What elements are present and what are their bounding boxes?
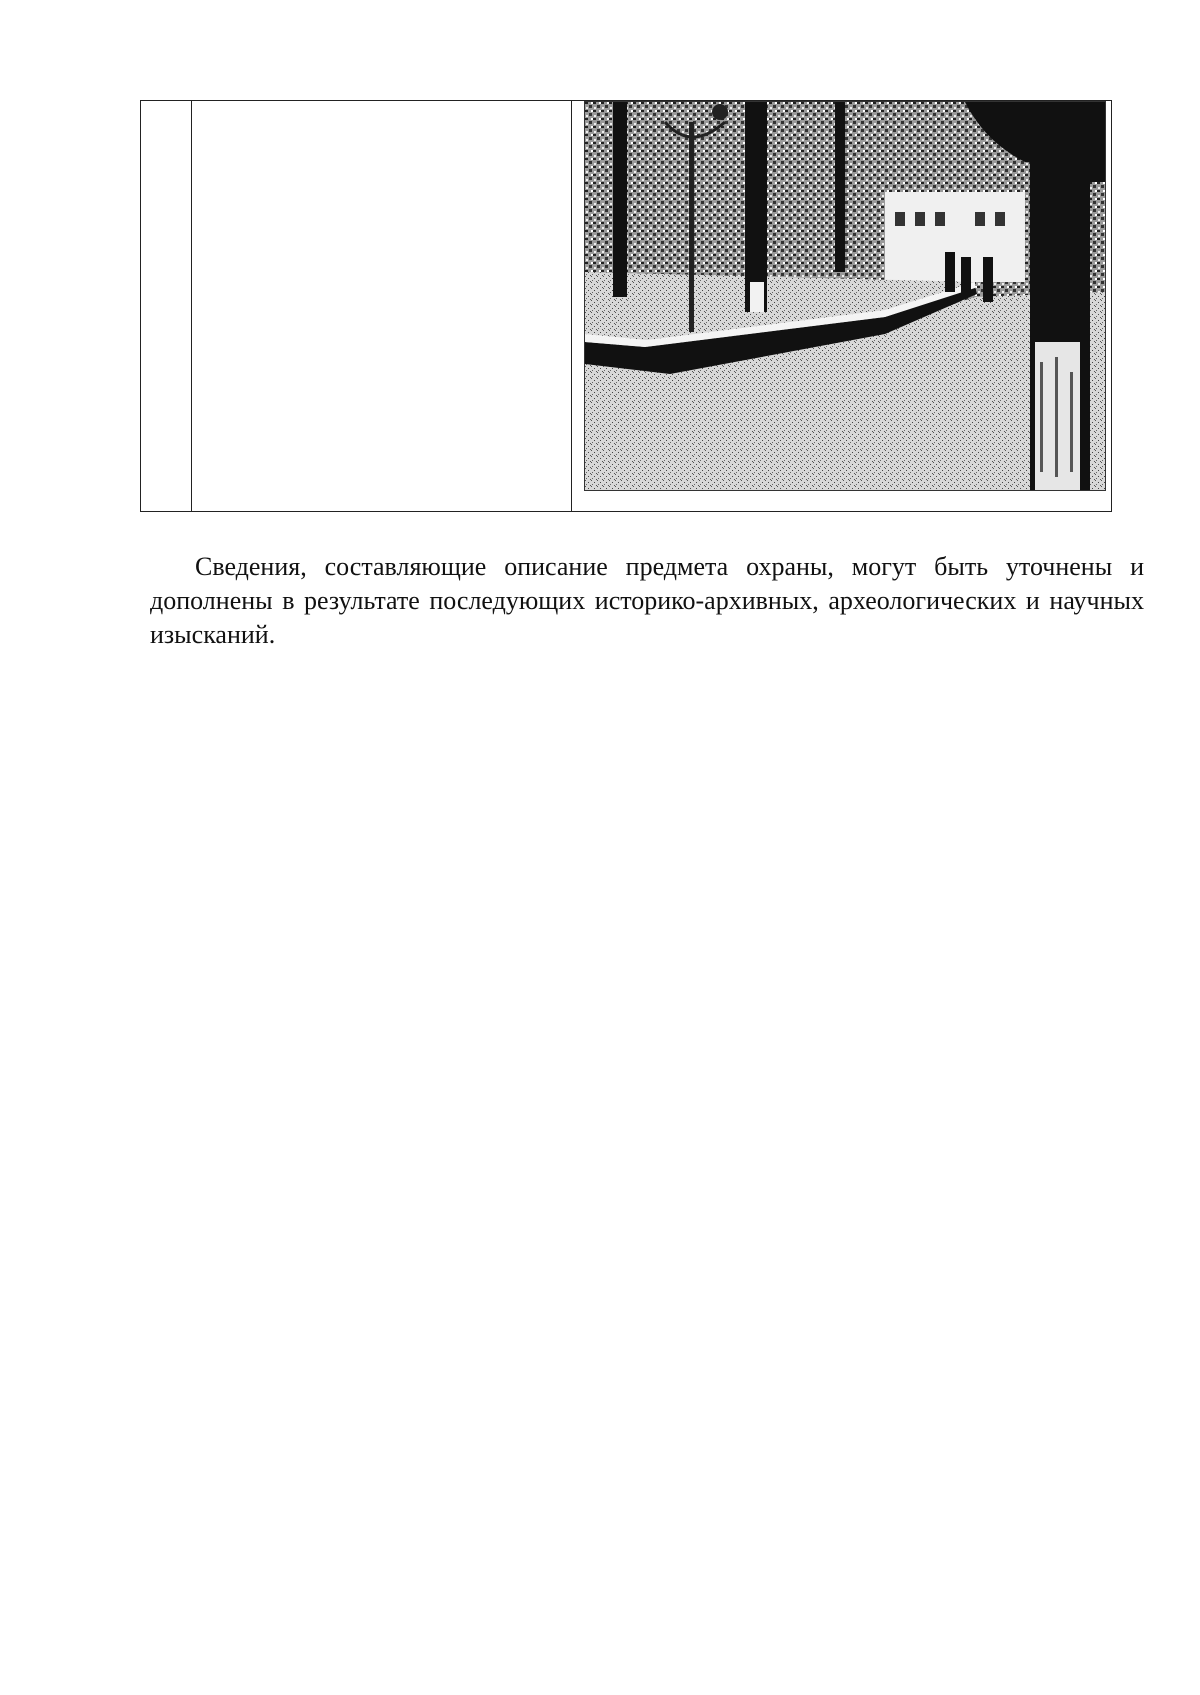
- table-cell-description: [192, 101, 572, 511]
- document-paragraph: Сведения, составляющие описание предмета охраны, могут быть уточнены и дополнены в результате последующих историко-архивных, археологических и научных изысканий.: [150, 552, 1144, 649]
- table-cell-number: [141, 101, 192, 511]
- document-table: [140, 100, 1112, 512]
- photo-illustration: [585, 102, 1106, 491]
- park-alley-photo: [584, 101, 1106, 491]
- table-cell-photo: [572, 101, 1111, 511]
